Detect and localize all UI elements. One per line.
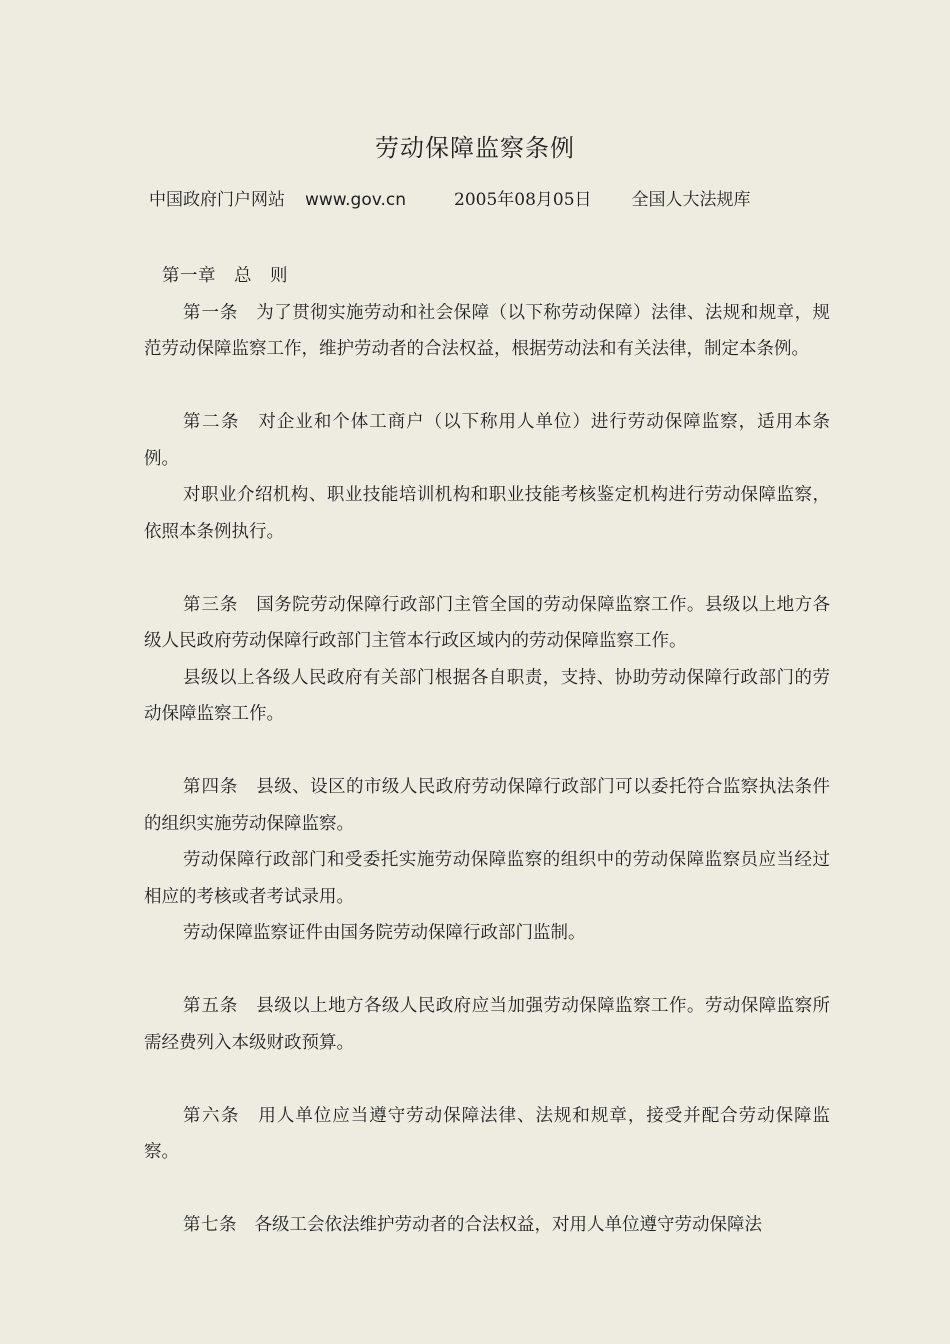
article-7-paragraph-1 (144, 1207, 830, 1244)
article-5-paragraph-1 (144, 988, 830, 1061)
document-body (144, 258, 830, 1244)
article-spacer (144, 952, 830, 989)
article-2-paragraph-1 (144, 404, 830, 477)
source-database: 全国人大法规库 (631, 190, 751, 210)
article-7-label: 第七条 (183, 1215, 237, 1235)
article-spacer (144, 1171, 830, 1208)
article-3-label: 第三条 (183, 594, 239, 615)
publish-date: 2005年08月05日 (454, 190, 592, 210)
article-1-paragraph-1 (144, 295, 830, 368)
article-2-paragraph-2: 对职业介绍机构、职业技能培训机构和职业技能考核鉴定机构进行劳动保障监察，依照本条例执行。 (144, 485, 830, 542)
article-5-label: 第五条 (183, 996, 239, 1016)
article-4-text: 县级、设区的市级人民政府劳动保障行政部门可以委托符合监察执法条件的组织实施劳动保障监察。 (144, 777, 831, 834)
article-4-paragraph-1 (144, 769, 830, 842)
document-title: 劳动保障监察条例 (375, 134, 575, 162)
article-4-paragraph-3: 劳动保障监察证件由国务院劳动保障行政部门监制。 (183, 923, 586, 943)
article-4-paragraph-2: 劳动保障行政部门和受委托实施劳动保障监察的组织中的劳动保障监察员应当经过相应的考核或者考试录用。 (144, 850, 830, 907)
article-spacer (144, 368, 830, 405)
article-3-paragraph-2: 县级以上各级人民政府有关部门根据各自职责，支持、协助劳动保障行政部门的劳动保障监察工作。 (144, 667, 830, 724)
article-6-paragraph-1 (144, 1098, 830, 1171)
article-7-text: 各级工会依法维护劳动者的合法权益，对用人单位遵守劳动保障法 (254, 1215, 762, 1235)
article-3-paragraph-1 (144, 587, 830, 660)
article-1-label: 第一条 (183, 302, 239, 323)
source-line (149, 187, 830, 213)
source-site-name: 中国政府门户网站 (149, 190, 285, 210)
article-3-text: 国务院劳动保障行政部门主管全国的劳动保障监察工作。县级以上地方各级人民政府劳动保障行政部门主管本行政区域内的劳动保障监察工作。 (144, 594, 831, 651)
article-1-text: 为了贯彻实施劳动和社会保障（以下称劳动保障）法律、法规和规章，规范劳动保障监察工作，维护劳动者的合法权益，根据劳动法和有关法律，制定本条例。 (144, 302, 831, 359)
article-spacer (144, 550, 830, 587)
source-site-url: www.gov.cn (305, 190, 407, 210)
article-6-label: 第六条 (183, 1105, 240, 1126)
article-6-text: 用人单位应当遵守劳动保障法律、法规和规章，接受并配合劳动保障监察。 (144, 1105, 831, 1162)
article-4-label: 第四条 (183, 777, 239, 797)
article-2-text: 对企业和个体工商户（以下称用人单位）进行劳动保障监察，适用本条例。 (144, 412, 831, 469)
article-5-text: 县级以上地方各级人民政府应当加强劳动保障监察工作。劳动保障监察所需经费列入本级财政预算。 (144, 996, 831, 1053)
article-spacer (144, 733, 830, 770)
chapter-heading: 第一章 总 则 (162, 266, 288, 286)
article-spacer (144, 1061, 830, 1098)
article-2-label: 第二条 (183, 412, 240, 432)
